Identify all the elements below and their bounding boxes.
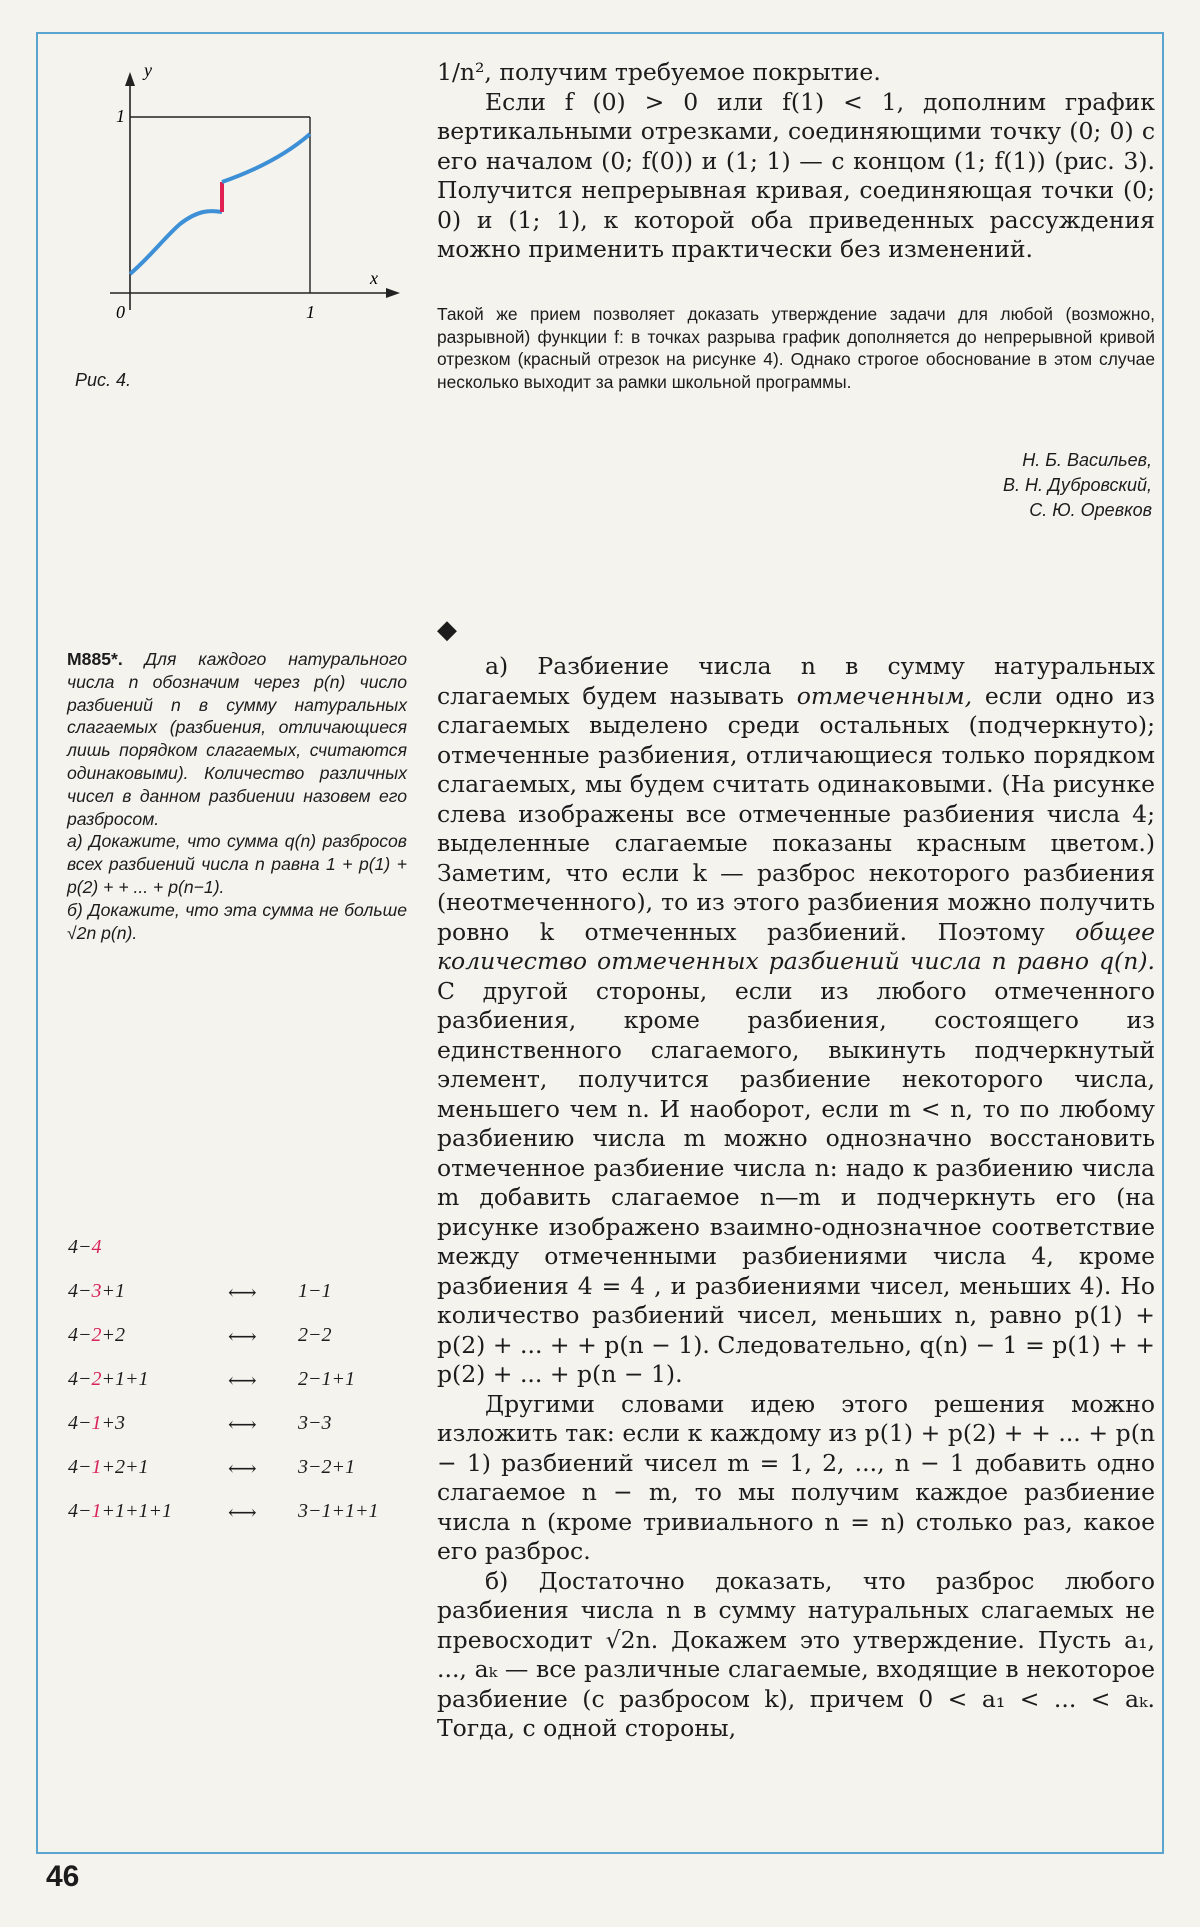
x-one-label: 1 [306,302,315,322]
author-1: Н. Б. Васильев, [1022,450,1152,470]
solution-a-text-3: С другой стороны, если из любого отмеченного разбиения, кроме разбиения, состоящего из единственного слагаемого, выкинуть подчеркнутый элемент, получится разбиение некоторого числа, меньшего чем n. И наоборот, если m < n, то по любому разбиению числа m можно однозначно восстановить отмеченное разбиение числа n: надо к разбиению числа m добавить слагаемое n—m и подчеркнуть его (на рисунке изображено взаимно-однозначное соответствие между отмеченными разбиениями числа 4, кроме разбиения 4 = 4 , и разбиениями чисел, меньших 4). Но количество разбиений чисел, меньших n, равно p(1) + p(2) + ... + + p(n − 1). Следовательно, q(n) − 1 = p(1) + + p(2) + ... + p(n − 1). [437,976,1155,1388]
curve-right [222,134,310,182]
solution-a-text-2: если одно из слагаемых выделено среди остальных (подчеркнуто); отмеченные разбиения, отличающиеся только порядком слагаемых, мы будем считать одинаковыми. (На рисунке слева изображены все отмеченные разбиения числа 4; выделенные слагаемые показаны красным цветом.) Заметим, что если k — разброс некоторого разбиения (неотмеченного), то из этого разбиения можно получить ровно k отмеченных разбиений. Поэтому [437,681,1156,946]
x-axis-arrow [386,288,400,298]
x-label: x [370,268,378,288]
problem-text [67,648,407,830]
y-label: y [144,62,152,80]
double-arrow-icon: ⟷ [228,1326,257,1348]
double-arrow-icon: ⟷ [228,1370,257,1392]
solution-part-a [437,652,1155,1390]
section-diamond: ◆ [437,615,457,645]
double-arrow-icon: ⟷ [228,1282,257,1304]
authors [1003,448,1152,523]
small-note: Такой же прием позволяет доказать утверждение задачи для любой (возможно, разрывной) функции f: в точках разрыва график дополняется до непрерывной кривой отрезком (красный отрезок на рисунке 4). Однако строгое обоснование в этом случае несколько выходит за рамки школьной программы. [437,304,1155,392]
curve-left [130,211,222,274]
page-number: 46 [46,1860,80,1893]
solution-other-words: Другими словами идею этого решения можно изложить так: если к каждому из p(1) + p(2) + + ... + p(n − 1) разбиений чисел m = 1, 2, ..., n − 1 добавить одно слагаемое n − m, то мы получим каждое разбиение числа n (кроме тривиального n = n) столько раз, какое его разброс. [437,1389,1155,1565]
top-paragraph-1: 1/n², получим требуемое покрытие. [437,58,881,86]
double-arrow-icon: ⟷ [228,1414,257,1436]
figure-4-graph [70,62,420,332]
problem-body: Для каждого натурального числа n обозначим через p(n) число разбиений n в сумму натуральных слагаемых (разбиения, отличающиеся лишь порядком слагаемых, считаются одинаковыми). Количество различных чисел в данном разбиении назовем его разбросом. [67,649,407,829]
solution-a-text-1: а) Разбиение числа n в сумму натуральных слагаемых будем называть [437,652,1155,710]
solution-block [437,652,1155,1744]
top-paragraph-2: Если f (0) > 0 или f(1) < 1, дополним график вертикальными отрезками, соединяющими точку (0; 0) с его началом (0; f(0)) и (1; 1) — с концом (1; f(1)) (рис. 3). Получится непрерывная кривая, соединяющая точки (0; 0) и (1; 1), к которой оба приведенных рассуждения можно применить практически без изменений. [437,87,1155,263]
problem-statement [67,648,407,944]
double-arrow-icon: ⟷ [228,1458,257,1480]
solution-a-emphasis-1: отмеченным, [796,681,973,710]
figure-caption: Рис. 4. [75,370,132,390]
author-3: С. Ю. Оревков [1029,500,1152,520]
author-2: В. Н. Дубровский, [1003,475,1152,495]
top-text-block [437,58,1155,265]
problem-number: М885*. [67,649,123,669]
problem-part-a: а) Докажите, что сумма q(n) разбросов всех разбиений числа n равна 1 + p(1) + p(2) + + ... + p(n−1). [67,831,407,897]
solution-a-emphasis-2: общее количество отмеченных разбиений числа n равно q(n). [437,917,1155,975]
y-one-label: 1 [116,106,125,126]
solution-part-b: б) Достаточно доказать, что разброс любого разбиения числа n в сумму натуральных слагаемых не превосходит √2n. Докажем это утверждение. Пусть a₁, ..., aₖ — все различные слагаемые, входящие в некоторое разбиение (с разбросом k), причем 0 < a₁ < ... < aₖ. Тогда, с одной стороны, [437,1566,1155,1742]
double-arrow-icon: ⟷ [228,1502,257,1524]
origin-label: 0 [116,302,125,322]
y-axis-arrow [125,72,135,86]
problem-part-b: б) Докажите, что эта сумма не больше √2n p(n). [67,899,407,943]
